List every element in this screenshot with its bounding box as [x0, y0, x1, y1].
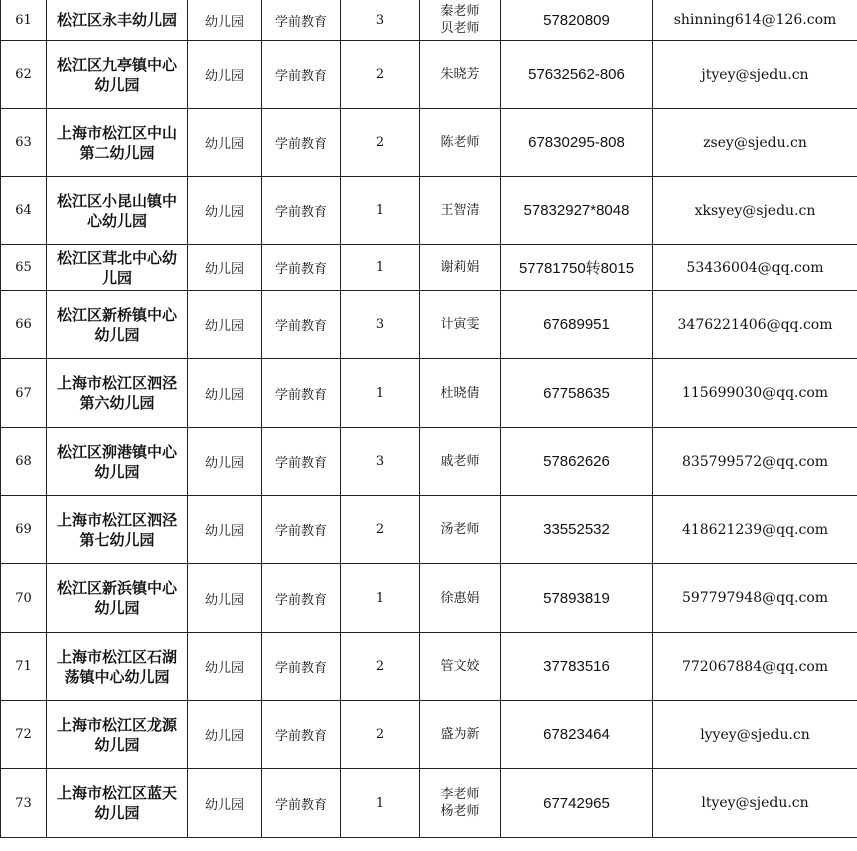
contact-name: 盛为新 — [440, 727, 480, 742]
email-address: ltyey@sjedu.cn — [653, 769, 857, 838]
table-row — [1, 564, 857, 633]
contact-person — [420, 291, 501, 359]
school-name: 松江区九亭镇中心幼儿园 — [47, 41, 188, 109]
email-address: xksyey@sjedu.cn — [653, 177, 857, 245]
position-count: 2 — [341, 496, 420, 564]
position-count: 1 — [341, 359, 420, 428]
school-name: 上海市松江区蓝天幼儿园 — [47, 769, 188, 838]
row-number: 73 — [1, 769, 47, 838]
contact-name: 陈老师 — [440, 135, 480, 150]
position-count: 1 — [341, 769, 420, 838]
row-number: 62 — [1, 41, 47, 109]
phone-number: 37783516 — [501, 633, 653, 701]
row-number: 69 — [1, 496, 47, 564]
school-type: 幼儿园 — [188, 359, 262, 428]
phone-number: 67823464 — [501, 701, 653, 769]
contact-name: 计寅雯 — [440, 317, 480, 332]
email-address: lyyey@sjedu.cn — [653, 701, 857, 769]
education-category: 学前教育 — [262, 769, 341, 838]
school-name: 上海市松江区泗泾第七幼儿园 — [47, 496, 188, 564]
school-type: 幼儿园 — [188, 177, 262, 245]
phone-number: 67830295-808 — [501, 109, 653, 177]
contact-person — [420, 177, 501, 245]
school-type: 幼儿园 — [188, 564, 262, 633]
contact-name: 王智清 — [440, 203, 480, 218]
contact-person — [420, 496, 501, 564]
contact-name: 贝老师 — [440, 21, 480, 36]
position-count: 3 — [341, 291, 420, 359]
email-address: 115699030@qq.com — [653, 359, 857, 428]
row-number: 65 — [1, 245, 47, 291]
school-name: 松江区新浜镇中心幼儿园 — [47, 564, 188, 633]
contact-name: 谢莉娟 — [440, 260, 480, 275]
school-type: 幼儿园 — [188, 769, 262, 838]
school-name: 松江区新桥镇中心幼儿园 — [47, 291, 188, 359]
table-row — [1, 291, 857, 359]
school-type: 幼儿园 — [188, 701, 262, 769]
position-count: 2 — [341, 41, 420, 109]
education-category: 学前教育 — [262, 701, 341, 769]
phone-number: 33552532 — [501, 496, 653, 564]
contact-person — [420, 41, 501, 109]
school-name: 松江区泖港镇中心幼儿园 — [47, 428, 188, 496]
contact-name: 朱晓芳 — [440, 67, 480, 82]
education-category: 学前教育 — [262, 291, 341, 359]
education-category: 学前教育 — [262, 0, 341, 41]
contact-name: 李老师 — [440, 787, 480, 802]
school-type: 幼儿园 — [188, 109, 262, 177]
position-count: 1 — [341, 245, 420, 291]
email-address: 835799572@qq.com — [653, 428, 857, 496]
row-number: 66 — [1, 291, 47, 359]
table-row — [1, 0, 857, 41]
education-category: 学前教育 — [262, 109, 341, 177]
contact-name: 杨老师 — [440, 804, 480, 819]
education-category: 学前教育 — [262, 428, 341, 496]
contact-name: 戚老师 — [440, 454, 480, 469]
school-type: 幼儿园 — [188, 428, 262, 496]
contact-person — [420, 564, 501, 633]
table-row — [1, 701, 857, 769]
row-number: 61 — [1, 0, 47, 41]
contact-person — [420, 245, 501, 291]
phone-number: 67742965 — [501, 769, 653, 838]
school-name: 上海市松江区中山第二幼儿园 — [47, 109, 188, 177]
email-address: zsey@sjedu.cn — [653, 109, 857, 177]
contact-person — [420, 633, 501, 701]
phone-number: 67689951 — [501, 291, 653, 359]
school-type: 幼儿园 — [188, 633, 262, 701]
position-count: 2 — [341, 701, 420, 769]
phone-number: 57632562-806 — [501, 41, 653, 109]
contact-person — [420, 769, 501, 838]
education-category: 学前教育 — [262, 359, 341, 428]
email-address: shinning614@126.com — [653, 0, 857, 41]
table-row — [1, 359, 857, 428]
email-address: 53436004@qq.com — [653, 245, 857, 291]
contact-name: 杜晓倩 — [440, 385, 480, 401]
position-count: 3 — [341, 428, 420, 496]
contact-name: 汤老师 — [440, 522, 480, 537]
school-name: 上海市松江区石湖荡镇中心幼儿园 — [47, 633, 188, 701]
position-count: 2 — [341, 633, 420, 701]
position-count: 1 — [341, 564, 420, 633]
contact-person — [420, 359, 501, 428]
phone-number: 57893819 — [501, 564, 653, 633]
contact-person — [420, 0, 501, 41]
position-count: 1 — [341, 177, 420, 245]
education-category: 学前教育 — [262, 245, 341, 291]
phone-number: 57781750转8015 — [501, 245, 653, 291]
row-number: 70 — [1, 564, 47, 633]
school-type: 幼儿园 — [188, 245, 262, 291]
school-type: 幼儿园 — [188, 496, 262, 564]
school-type: 幼儿园 — [188, 41, 262, 109]
row-number: 64 — [1, 177, 47, 245]
table-row — [1, 496, 857, 564]
row-number: 72 — [1, 701, 47, 769]
contact-person — [420, 428, 501, 496]
table-row — [1, 633, 857, 701]
email-address: jtyey@sjedu.cn — [653, 41, 857, 109]
contact-name: 管文姣 — [440, 659, 480, 674]
contact-name: 秦老师 — [440, 4, 480, 19]
table-row — [1, 428, 857, 496]
school-type: 幼儿园 — [188, 291, 262, 359]
table-row — [1, 41, 857, 109]
row-number: 67 — [1, 359, 47, 428]
table-row — [1, 177, 857, 245]
contact-name: 徐惠娟 — [440, 590, 480, 606]
school-name: 松江区茸北中心幼儿园 — [47, 245, 188, 291]
phone-number: 57832927*8048 — [501, 177, 653, 245]
school-name: 上海市松江区龙源幼儿园 — [47, 701, 188, 769]
table-body — [1, 0, 857, 838]
table-row — [1, 109, 857, 177]
education-category: 学前教育 — [262, 564, 341, 633]
education-category: 学前教育 — [262, 41, 341, 109]
phone-number: 67758635 — [501, 359, 653, 428]
position-count: 2 — [341, 109, 420, 177]
email-address: 597797948@qq.com — [653, 564, 857, 633]
table-row — [1, 245, 857, 291]
position-count: 3 — [341, 0, 420, 41]
email-address: 418621239@qq.com — [653, 496, 857, 564]
education-category: 学前教育 — [262, 496, 341, 564]
email-address: 3476221406@qq.com — [653, 291, 857, 359]
email-address: 772067884@qq.com — [653, 633, 857, 701]
education-category: 学前教育 — [262, 177, 341, 245]
education-category: 学前教育 — [262, 633, 341, 701]
row-number: 68 — [1, 428, 47, 496]
table-row — [1, 769, 857, 838]
contact-person — [420, 109, 501, 177]
school-name: 松江区小昆山镇中心幼儿园 — [47, 177, 188, 245]
school-type: 幼儿园 — [188, 0, 262, 41]
row-number: 71 — [1, 633, 47, 701]
phone-number: 57862626 — [501, 428, 653, 496]
school-name: 松江区永丰幼儿园 — [47, 0, 188, 41]
school-name: 上海市松江区泗泾第六幼儿园 — [47, 359, 188, 428]
phone-number: 57820809 — [501, 0, 653, 41]
row-number: 63 — [1, 109, 47, 177]
contact-person — [420, 701, 501, 769]
